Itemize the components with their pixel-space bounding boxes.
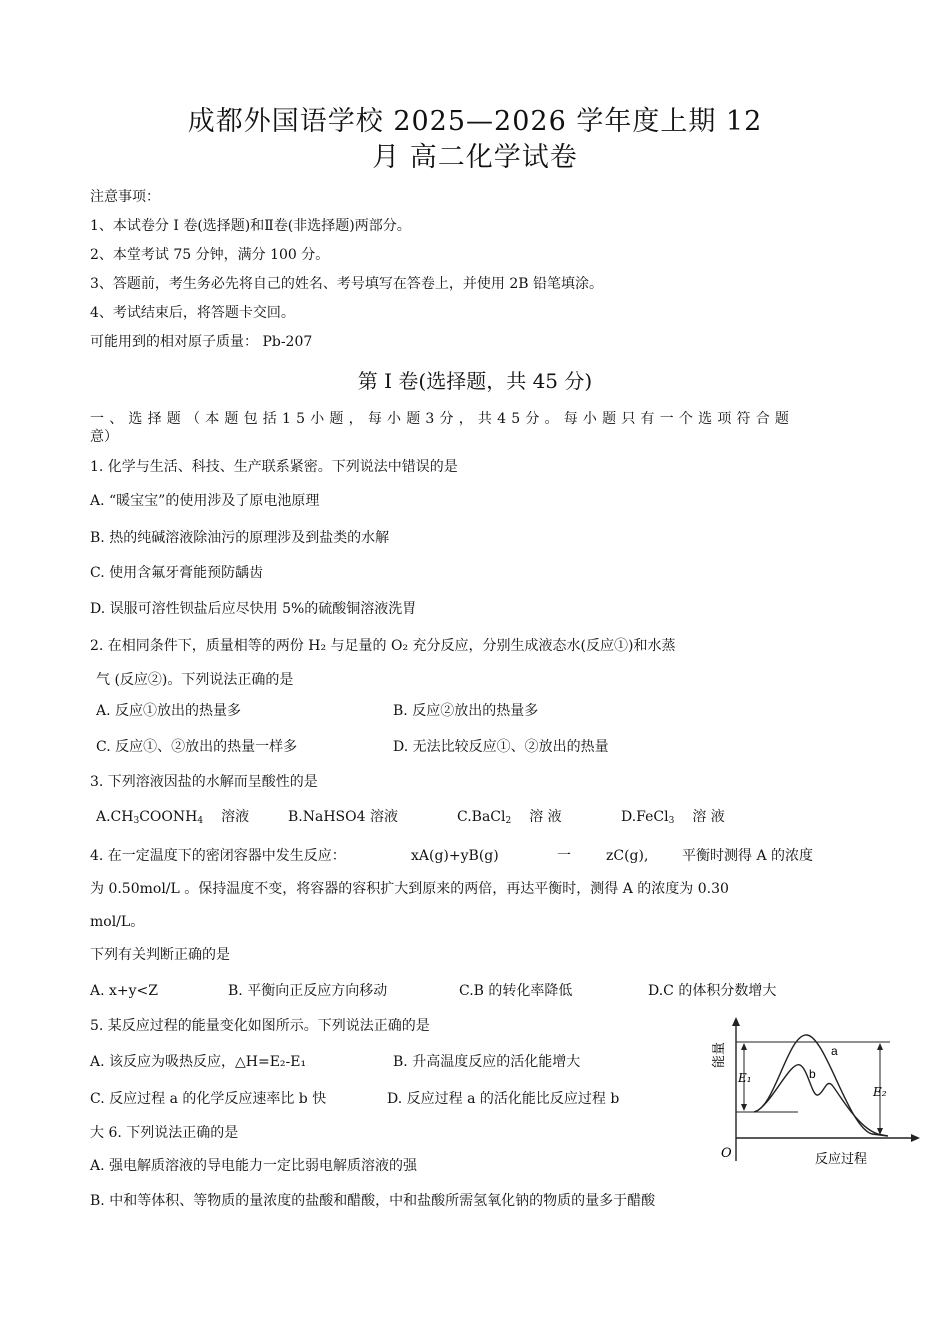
q1-stem: 1. 化学与生活、科技、生产联系紧密。下列说法中错误的是 [90, 459, 458, 475]
q4-stem: 4. 在一定温度下的密闭容器中发生反应： [90, 848, 346, 864]
label-a: a [831, 1044, 838, 1058]
notice-item-4: 4、考试结束后，将答题卡交回。 [90, 305, 295, 321]
q4-reaction-right: zC(g), [606, 848, 649, 864]
label-y-axis: 能量 [712, 1041, 727, 1068]
title-line-1: 成都外国语学校 2025—2026 学年度上期 12 [187, 106, 763, 137]
q3-a-sub1: 3 [133, 816, 140, 826]
q5-option-c: C. 反应过程 a 的化学反应速率比 b 快 [90, 1091, 327, 1107]
q4-option-a: A. x+y<Z [90, 983, 159, 999]
q5-stem: 5. 某反应过程的能量变化如图所示。下列说法正确的是 [90, 1018, 430, 1034]
q4-line-3: mol/L。 [90, 914, 145, 930]
q3-option-b: B.NaHSO4 溶液 [288, 809, 398, 825]
notice-item-2: 2、本堂考试 75 分钟，满分 100 分。 [90, 247, 330, 263]
section-1-instruction-cont: 意） [90, 429, 118, 445]
q3-d-label: D.FeCl [621, 809, 669, 825]
q6-stem: 大 6. 下列说法正确的是 [90, 1125, 239, 1141]
q5-option-b: B. 升高温度反应的活化能增大 [393, 1054, 581, 1070]
q1-option-a: A. “暖宝宝”的使用涉及了原电池原理 [90, 493, 320, 509]
title-line-2: 月 高二化学试卷 [372, 142, 578, 173]
q4-option-c: C.B 的转化率降低 [459, 983, 573, 999]
energy-diagram [712, 1015, 920, 1170]
q3-a-sub2: 4 [197, 816, 204, 826]
notice-item-1: 1、本试卷分 I 卷(选择题)和Ⅱ卷(非选择题)两部分。 [90, 218, 411, 234]
q3-d-sub: 3 [668, 816, 675, 826]
q5-option-a: A. 该反应为吸热反应，△H=E₂-E₁ [90, 1054, 307, 1070]
q2-option-d: D. 无法比较反应①、②放出的热量 [393, 739, 609, 755]
q2-stem: 2. 在相同条件下，质量相等的两份 H₂ 与足量的 O₂ 充分反应，分别生成液态水(反应①)和水蒸 [90, 638, 676, 654]
label-e1: E₁ [738, 1071, 752, 1085]
q4-reaction-arrow: 一 [557, 848, 571, 864]
q1-option-c: C. 使用含氟牙膏能预防龋齿 [90, 565, 264, 581]
q4-stem-tail: 平衡时测得 A 的浓度 [682, 848, 814, 864]
q2-stem-cont: 气 (反应②)。下列说法正确的是 [96, 672, 294, 688]
label-b: b [809, 1067, 816, 1081]
section-1-instruction: 一、选择题（本题包括15小题，每小题3分，共45分。每小题只有一个选项符合题 [90, 411, 795, 427]
q3-c-tail: 溶 液 [529, 809, 562, 825]
q1-option-b: B. 热的纯碱溶液除油污的原理涉及到盐类的水解 [90, 530, 390, 546]
q2-option-b: B. 反应②放出的热量多 [393, 703, 539, 719]
q4-line-4: 下列有关判断正确的是 [90, 947, 230, 963]
q5-option-d: D. 反应过程 a 的活化能比反应过程 b [387, 1091, 620, 1107]
label-origin: O [721, 1146, 732, 1161]
notice-heading: 注意事项： [90, 189, 160, 205]
q3-d-tail: 溶 液 [692, 809, 725, 825]
q6-option-b: B. 中和等体积、等物质的量浓度的盐酸和醋酸，中和盐酸所需氢氧化钠的物质的量多于醋酸 [90, 1193, 656, 1209]
label-e2: E₂ [873, 1085, 887, 1099]
q1-option-d: D. 误服可溶性钡盐后应尽快用 5%的硫酸铜溶液洗胃 [90, 601, 417, 617]
q3-c-sub: 2 [505, 816, 512, 826]
curve-a [754, 1035, 888, 1136]
q3-option-a [96, 808, 249, 830]
q4-reaction-left: xA(g)+yB(g) [411, 848, 499, 864]
q3-stem: 3. 下列溶液因盐的水解而呈酸性的是 [90, 774, 318, 790]
label-x-axis: 反应过程 [815, 1152, 868, 1167]
y-axis-arrow-icon [732, 1017, 740, 1026]
q4-line-2: 为 0.50mol/L 。保持温度不变，将容器的容积扩大到原来的两倍，再达平衡时，测得 A 的浓度为 0.30 [90, 881, 729, 897]
q3-c-label: C.BaCl [457, 809, 506, 825]
curve-b [754, 1065, 888, 1136]
notice-item-3: 3、答题前，考生务必先将自己的姓名、考号填写在答卷上，并使用 2B 铅笔填涂。 [90, 276, 604, 292]
q3-option-c [457, 808, 562, 830]
q2-option-a: A. 反应①放出的热量多 [96, 703, 242, 719]
q4-option-d: D.C 的体积分数增大 [648, 983, 777, 999]
q3-option-d [621, 808, 725, 830]
q3-a-label: A.CH [96, 809, 134, 825]
q3-a-mid: COONH [139, 809, 198, 825]
section-1-title: 第 I 卷(选择题，共 45 分) [357, 369, 593, 393]
x-axis-arrow-icon [911, 1134, 920, 1142]
q6-option-a: A. 强电解质溶液的导电能力一定比弱电解质溶液的强 [90, 1158, 418, 1174]
q3-a-tail: 溶液 [221, 809, 250, 825]
q4-option-b: B. 平衡向正反应方向移动 [228, 983, 388, 999]
q2-option-c: C. 反应①、②放出的热量一样多 [96, 739, 298, 755]
atomic-mass: 可能用到的相对原子质量： Pb-207 [90, 334, 313, 350]
